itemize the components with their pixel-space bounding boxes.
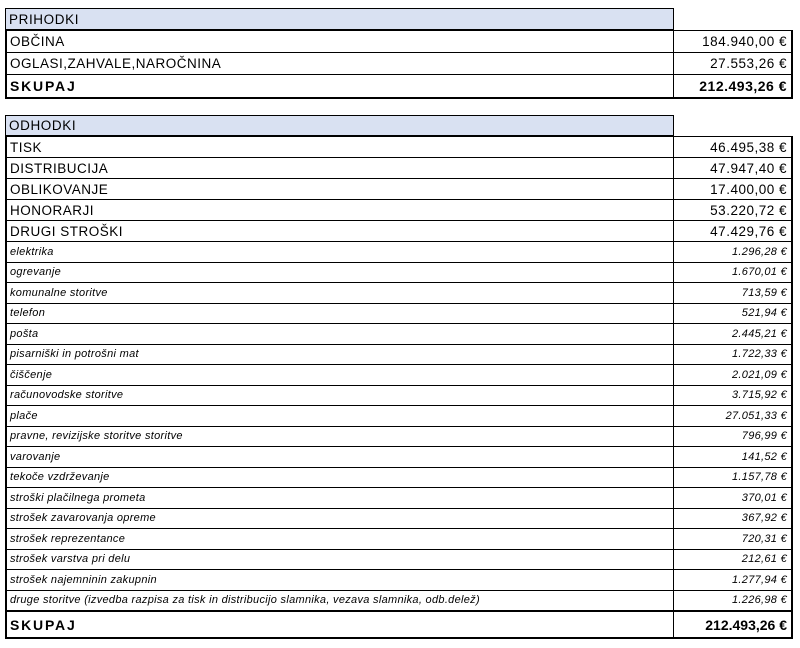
income-section [5,8,793,99]
row-value[interactable]: 1.722,33 € [732,348,787,361]
expenses-table-body [5,136,793,639]
expenses-header-row [5,115,793,136]
row-label[interactable]: telefon [7,304,674,324]
table-row [7,468,791,489]
row-label[interactable]: strošek najemninin zakupnin [7,570,674,590]
table-row [7,324,791,345]
total-row [7,75,791,97]
table-row [7,365,791,386]
row-label[interactable]: strošek reprezentance [7,529,674,549]
row-label[interactable]: ogrevanje [7,263,674,283]
row-label[interactable]: strošek varstva pri delu [7,550,674,570]
table-row [7,406,791,427]
table-row [7,509,791,530]
row-value[interactable]: 1.226,98 € [732,594,787,607]
row-label[interactable]: OBLIKOVANJE [7,179,674,199]
row-value[interactable]: 796,99 € [741,430,787,443]
row-label[interactable]: elektrika [7,242,674,262]
row-value[interactable]: 47.429,76 € [710,223,787,239]
table-row [7,179,791,200]
table-row [7,345,791,366]
row-value[interactable]: 46.495,38 € [710,139,787,155]
row-label[interactable]: pošta [7,324,674,344]
row-label[interactable]: druge storitve (izvedba razpisa za tisk in distribucijo slamnika, vezava slamnika, odb.delež) [7,591,674,611]
row-label[interactable]: OGLASI,ZAHVALE,NAROČNINA [7,53,674,74]
row-label[interactable]: strošek zavarovanja opreme [7,509,674,529]
total-label[interactable]: SKUPAJ [7,612,674,637]
table-row [7,591,791,612]
row-value[interactable]: 1.157,78 € [732,471,787,484]
row-value[interactable]: 27.553,26 € [710,56,787,71]
table-row [7,221,791,242]
row-value[interactable]: 521,94 € [741,307,787,320]
row-label[interactable]: pravne, revizijske storitve storitve [7,427,674,447]
row-value[interactable]: 720,31 € [741,532,787,545]
row-value[interactable]: 27.051,33 € [725,409,787,422]
table-row [7,550,791,571]
row-value[interactable]: 2.021,09 € [732,368,787,381]
income-header-row [5,8,793,30]
row-value[interactable]: 713,59 € [741,286,787,299]
row-label[interactable]: čiščenje [7,365,674,385]
row-value[interactable]: 367,92 € [741,512,787,525]
row-value[interactable]: 53.220,72 € [710,202,787,218]
row-label[interactable]: računovodske storitve [7,386,674,406]
row-value[interactable]: 47.947,40 € [710,160,787,176]
row-value[interactable]: 1.670,01 € [732,266,787,279]
section-header-odhodki[interactable]: ODHODKI [5,115,674,136]
row-label[interactable]: plače [7,406,674,426]
row-label[interactable]: komunalne storitve [7,283,674,303]
row-label[interactable]: TISK [7,137,674,157]
table-row [7,447,791,468]
section-header-prihodki[interactable]: PRIHODKI [5,8,674,30]
table-row [7,529,791,550]
table-row [7,570,791,591]
row-label[interactable]: HONORARJI [7,200,674,220]
row-value[interactable]: 141,52 € [741,450,787,463]
row-label[interactable]: DISTRIBUCIJA [7,158,674,178]
table-row [7,304,791,325]
table-row [7,242,791,263]
table-row [7,386,791,407]
expenses-section [5,115,793,639]
table-row [7,200,791,221]
row-label[interactable]: pisarniški in potrošni mat [7,345,674,365]
row-value[interactable]: 17.400,00 € [710,181,787,197]
table-row [7,53,791,75]
row-value[interactable]: 1.296,28 € [732,245,787,258]
table-row [7,488,791,509]
table-row [7,158,791,179]
table-row [7,427,791,448]
row-value[interactable]: 212,61 € [741,553,787,566]
total-value[interactable]: 212.493,26 € [699,78,787,94]
section-gap [5,99,800,115]
row-value[interactable]: 1.277,94 € [732,573,787,586]
row-label[interactable]: DRUGI STROŠKI [7,221,674,241]
total-row [7,611,791,637]
row-value[interactable]: 2.445,21 € [732,327,787,340]
table-row [7,31,791,53]
table-row [7,283,791,304]
row-label[interactable]: stroški plačilnega prometa [7,488,674,508]
total-label[interactable]: SKUPAJ [7,75,674,97]
row-value[interactable]: 184.940,00 € [702,34,787,49]
row-value[interactable]: 3.715,92 € [732,389,787,402]
total-value[interactable]: 212.493,26 € [705,616,787,633]
row-label[interactable]: OBČINA [7,31,674,52]
row-label[interactable]: tekoče vzdrževanje [7,468,674,488]
income-table-body [5,30,793,99]
table-row [7,263,791,284]
row-value[interactable]: 370,01 € [741,491,787,504]
row-label[interactable]: varovanje [7,447,674,467]
table-row [7,137,791,158]
